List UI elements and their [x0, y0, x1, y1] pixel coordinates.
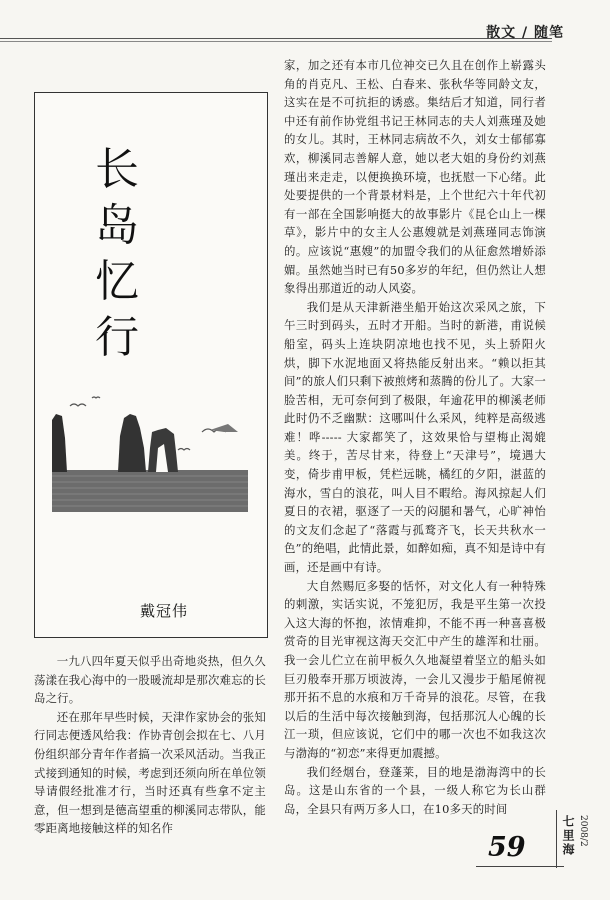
title-char: 岛 — [95, 200, 139, 251]
header-rule-thin — [0, 41, 552, 42]
paragraph: 我们是从天津新港坐船开始这次采风之旅，下午三时到码头，五时才开船。当时的新港，甫说候船室，码头上连块阴凉地也找不见，头上骄阳火烘，脚下水泥地面又将热能反射出来。“赖以拒其间”的旅人们只剩下被煎烤和蒸腾的份儿了。大家一脸苦相，无可奈何到了极限，年逾花甲的柳溪老师此时仍不乏幽默：这哪叫什么采风，纯粹是高级逃难！哗----- 大家都笑了，这效果恰与望梅止渴媲美。终于，苦尽甘来，待登上“天津号”，境遇大变，倚步甫甲板，凭栏远眺，橘红的夕阳，湛蓝的海水，雪白的浪花，叫人目不暇给。海风掠起人们夏日的衣裙，驱逐了一天的闷腿和暑气，心旷神怡的文友们念起了“落霞与孤鹜齐飞，长天共秋水一色”的绝唱，此情此景，如醉如痴，真不知是诗中有画，还是画中有诗。 — [284, 299, 546, 575]
issue-number: 2008/2 — [578, 815, 588, 847]
paragraph: 大自然赐厄多娶的恬怀，对文化人有一种特殊的剌激，实话实说，不笼犯厉，我是平生第一次投入这大海的怀抱，浓情难抑，不能不再一种喜喜极赏奇的目光审视这海天交汇中产生的雄浑和壮丽。我一会儿伫立在前甲板久久地凝望着坚立的船头如巨刃般奉开那万顷波涛，一会儿又漫步于船尾俯视那开拓不息的水痕和万千奇异的浪花。尽管，在我以后的生活中每次接触到海，包括那沉人心魄的长江一琐，但应该说，它们中的哪一次也不如我这次与渤海的“初恋”来得更加震撼。 — [284, 578, 546, 760]
sea-stacks-photo — [52, 378, 248, 512]
section-label: 散文 / 随笔 — [486, 25, 564, 41]
title-char: 长 — [95, 144, 139, 195]
page-number: 59 — [488, 832, 526, 863]
paragraph: 我们经烟台，登蓬莱，目的地是渤海湾中的长岛。这是山东省的一个县，一级人称它为长山群岛，全县只有两万多人口，在10多天的时间 — [284, 764, 546, 816]
article-title — [92, 142, 142, 366]
title-char: 行 — [95, 312, 139, 363]
page-number-rule — [476, 866, 564, 867]
header-rule — [0, 38, 552, 39]
paragraph: 家，加之还有本市几位神交已久且在创作上崭露头角的肖克凡、王松、白春来、张秋华等同龄文友，这实在是不可抗拒的诱惑。集结后才知道，同行者中还有前作协党组书记王林同志的夫人刘燕瑾及她的女儿。其时，王林同志病故不久，刘女士郁郁寡欢，柳溪同志善解人意，她以老大姐的身份约刘燕瑾出来走走，以便换换环境，也抚慰一下心绪。此处要提供的一个背景材料是，上个世纪六十年代初有一部在全国影响挺大的故事影片《昆仑山上一棵草》，影片中的女主人公惠嫂就是刘燕瑾同志饰演的。应该说“惠嫂”的加盟令我们的从征愈然增娇添媚。虽然她当时已有50多岁的年纪，但仍然让人想象得出那道近的动人风姿。 — [284, 58, 546, 296]
body-column-left — [34, 652, 266, 838]
footer-side-rule — [556, 810, 557, 868]
paragraph: 还在那年早些时候，天津作家协会的张知行同志便透风给我：作协青创会拟在七、八月份组织部分青年作者搞一次采风活动。当我正式接到通知的时候，考虑到还须向所在单位领导请假经批准才行，当时还真有些拿不定主意，但一想到是德高望重的柳溪同志带队，能零距离地接触这样的知名作 — [34, 709, 266, 836]
author-name: 戴冠伟 — [140, 602, 189, 620]
title-char: 忆 — [95, 256, 139, 307]
title-box — [34, 92, 268, 638]
paragraph: 一九八四年夏天似乎出奇地炎热，但久久荡漾在我心海中的一股暖流却是那次难忘的长岛之行。 — [34, 654, 266, 706]
body-column-right — [284, 56, 546, 818]
magazine-name: 七里海 — [561, 815, 575, 857]
